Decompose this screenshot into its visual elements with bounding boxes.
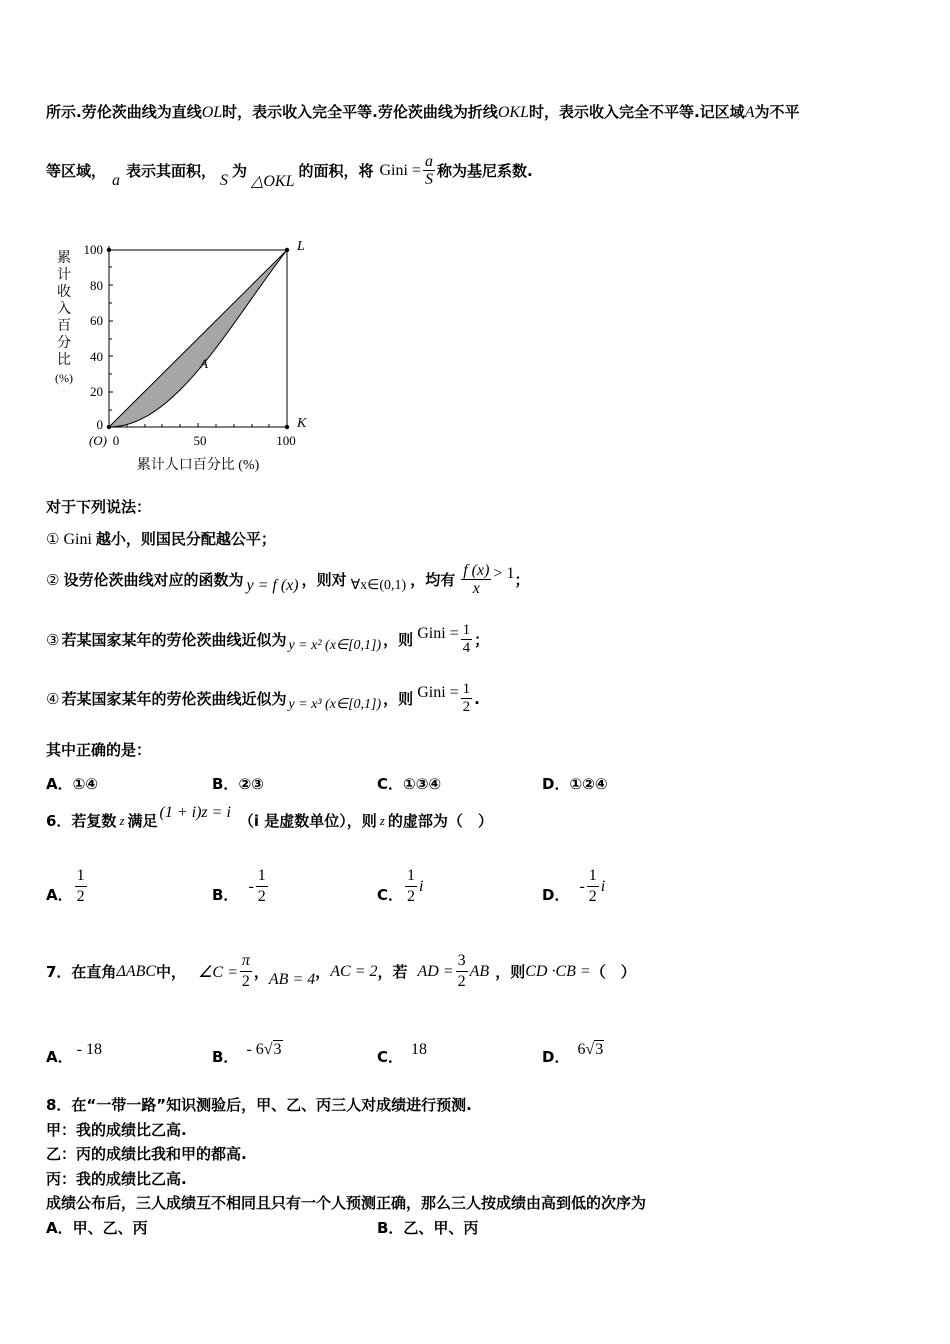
statement-1 [46, 528, 276, 549]
option-suffix: i [600, 877, 606, 895]
option-label: A． [46, 1048, 73, 1066]
math-dot-product: CD ·CB = [525, 962, 591, 980]
option-sign: - [248, 877, 254, 895]
option-label: B． [212, 775, 239, 793]
option-value: 6 [577, 1041, 586, 1058]
math-z: z [379, 812, 385, 828]
text: . [474, 689, 480, 708]
gini-label: Gini [63, 531, 92, 548]
ylabel-char: 计 [57, 268, 71, 283]
text: 表示其面积， [126, 162, 217, 180]
frac-num: 1 [405, 866, 417, 887]
frac-num: 1 [256, 866, 268, 887]
q6-option-d[interactable] [542, 866, 605, 907]
text: 7．在直角 [46, 963, 117, 981]
math-AB-vector: AB [469, 962, 490, 980]
q7-option-c[interactable] [377, 1038, 428, 1066]
option-label: A． [46, 775, 73, 793]
text: 的虚部为（ ） [387, 812, 493, 830]
q8-line-bing: 丙：我的成绩比乙高. [46, 1170, 187, 1188]
sqrt-symbol: √ [585, 1041, 595, 1058]
q8-stem: 8．在“一带一路”知识测验后，甲、乙、丙三人对成绩进行预测. [46, 1096, 472, 1114]
ytick-label: 0 [96, 417, 103, 432]
option-value: ①④ [72, 775, 99, 793]
frac-num: 1 [587, 866, 599, 887]
math-a: a [112, 171, 121, 189]
q5-option-d[interactable] [542, 773, 608, 794]
ylabel-char: 分 [57, 336, 71, 351]
intro-line-1 [46, 101, 799, 122]
math-S: S [220, 171, 229, 189]
option-value: 18 [411, 1041, 428, 1058]
gini-label: Gini = [417, 624, 459, 642]
q8-line-yi: 乙：丙的成绩比我和甲的都高. [46, 1145, 247, 1163]
x-axis-label: 累计人口百分比 (%) [136, 458, 260, 473]
text: 为 [232, 162, 248, 180]
option-label: C． [377, 886, 404, 904]
statement-2 [46, 562, 529, 597]
text: ，则 [495, 963, 526, 981]
text: 称为基尼系数. [436, 162, 533, 180]
fraction-3-2 [456, 951, 468, 992]
q7-option-d[interactable] [542, 1038, 604, 1066]
y-ticks [109, 267, 113, 410]
origin-label: (O) [88, 433, 108, 448]
option-label: D． [542, 775, 570, 793]
text: 6．若复数 [46, 812, 117, 830]
ytick-label: 60 [90, 313, 103, 328]
q5-option-a[interactable] [46, 773, 98, 794]
text: 时，表示收入完全不平等.记区域 [528, 103, 745, 121]
math-OL: OL [201, 104, 223, 121]
frac-num: π [240, 951, 252, 972]
lorenz-curve-figure [46, 230, 336, 480]
text: ，则对 [301, 571, 347, 589]
frac-den: 2 [457, 973, 466, 990]
text: ； [474, 631, 490, 649]
q8-option-a[interactable]: A．甲、乙、丙 [46, 1219, 148, 1237]
xtick-label: 0 [112, 433, 120, 448]
text: 为不平 [754, 103, 800, 121]
text: 若某国家某年的劳伦茨曲线近似为 [61, 690, 287, 708]
text: 满足 [127, 812, 158, 830]
frac-num: 1 [462, 681, 471, 697]
math-z: z [119, 812, 125, 828]
option-radicand: 3 [595, 1041, 604, 1058]
x-ticks [127, 423, 269, 427]
ytick-label: 20 [90, 384, 103, 399]
math-AB: AB = 4 [268, 970, 316, 988]
region-A [109, 250, 287, 427]
num-circle: ② [46, 570, 60, 589]
option-value: - 18 [76, 1041, 102, 1058]
text: ，若 [377, 963, 408, 981]
option-fraction [405, 866, 417, 907]
text: 设劳伦茨曲线对应的函数为 [63, 571, 244, 589]
math-triangle-OKL: △OKL [251, 172, 295, 190]
y-tick-labels [84, 242, 104, 432]
math-equation: (1 + i)z = i [159, 803, 231, 821]
text: （i 是虚数单位），则 [238, 812, 377, 830]
q7-stem [46, 951, 636, 992]
ytick-label: 100 [83, 242, 103, 257]
math-gt: > 1 [493, 564, 515, 582]
text: （ ） [590, 963, 636, 981]
q5-option-c[interactable] [377, 773, 441, 794]
frac-num: a [424, 153, 433, 170]
frac-num: f (x) [463, 562, 490, 579]
option-label: B． [212, 1048, 239, 1066]
statement-3 [46, 622, 489, 657]
text: 等区域， [46, 162, 107, 180]
ylabel-char: 百 [57, 319, 71, 334]
text: 的面积，将 [298, 162, 374, 180]
frac-den: 2 [407, 888, 416, 905]
num-circle: ① [46, 530, 60, 548]
xtick-label: 50 [193, 433, 207, 448]
frac-den: 2 [588, 888, 597, 905]
label-L: L [297, 239, 305, 254]
fraction-a-over-S [423, 153, 435, 188]
option-label: D． [542, 1048, 570, 1066]
ylabel-char: 收 [57, 285, 71, 300]
option-sign: - [579, 877, 585, 895]
option-label: C． [377, 1048, 404, 1066]
q5-correct-lead: 其中正确的是： [46, 741, 152, 759]
label-K: K [297, 416, 307, 431]
frac-num: 1 [75, 866, 87, 887]
option-label: C． [377, 775, 404, 793]
frac-den: 4 [462, 640, 471, 656]
option-fraction [75, 866, 87, 907]
frac-den: 2 [76, 888, 85, 905]
frac-num: 3 [456, 951, 468, 972]
math-OKL: OKL [497, 104, 529, 121]
gini-label: Gini = [417, 683, 459, 701]
xtick-label: 100 [276, 433, 296, 448]
q8-line-jia: 甲：我的成绩比乙高. [46, 1121, 187, 1139]
text: 中， [156, 963, 187, 981]
q5-lead: 对于下列说法： [46, 498, 152, 516]
q6-stem [46, 803, 493, 831]
text: ， [315, 963, 331, 981]
option-radicand: 3 [273, 1041, 282, 1058]
fraction-1-2 [461, 681, 473, 716]
text: 时，表示收入完全平等.劳伦茨曲线为折线 [222, 103, 498, 121]
text: ； [514, 571, 530, 589]
math-domain: ∀x∈(0,1) [350, 578, 407, 593]
y-axis-label [55, 250, 73, 385]
text: ，则 [383, 631, 414, 649]
fraction-1-4 [461, 622, 473, 657]
option-value: ①②④ [569, 775, 608, 793]
math-function: y = x³ (x∈[0,1]) [288, 697, 382, 712]
math-angle: ∠C = [198, 963, 238, 981]
text: ， [253, 963, 269, 981]
q5-option-b[interactable] [212, 773, 264, 794]
ylabel-char: 入 [57, 302, 71, 317]
x-tick-labels [113, 433, 296, 448]
sqrt-symbol: √ [263, 1041, 273, 1058]
ylabel-unit: (%) [55, 371, 73, 385]
option-suffix: i [419, 877, 424, 895]
text: ，均有 [410, 571, 456, 589]
q6-option-b[interactable] [212, 866, 270, 907]
option-fraction [256, 866, 268, 907]
fraction-fx-over-x [461, 562, 491, 597]
ytick-label: 40 [90, 349, 103, 364]
math-function: y = x² (x∈[0,1]) [288, 638, 382, 653]
q6-option-c[interactable] [377, 866, 423, 907]
ytick-label: 80 [90, 278, 103, 293]
math-triangle: ΔABC [116, 962, 157, 980]
option-value: - 6 [246, 1041, 264, 1058]
math-AC: AC = 2 [330, 962, 378, 980]
text: 越小，则国民分配越公平； [95, 530, 276, 548]
frac-den: x [472, 580, 480, 597]
option-value: ②③ [238, 775, 264, 793]
statement-4 [46, 681, 480, 716]
math-A: A [744, 104, 755, 121]
num-circle: ③ [46, 630, 60, 649]
option-label: D． [542, 886, 570, 904]
gini-label: Gini = [379, 161, 421, 179]
q8-line-result: 成绩公布后，三人成绩互不相同且只有一个人预测正确，那么三人按成绩由高到低的次序为 [46, 1194, 647, 1212]
q7-option-b[interactable] [212, 1038, 283, 1066]
point-K [285, 425, 289, 429]
ylabel-char: 累 [57, 251, 71, 266]
frac-den: S [424, 171, 433, 188]
q8-option-b[interactable]: B．乙、甲、丙 [377, 1219, 479, 1237]
text: 所示.劳伦茨曲线为直线 [46, 103, 202, 121]
frac-num: 1 [462, 622, 471, 638]
option-label: B． [212, 886, 239, 904]
math-function: y = f (x) [246, 576, 299, 594]
point-y100 [107, 248, 111, 252]
point-O [107, 425, 111, 429]
num-circle: ④ [46, 689, 60, 708]
ylabel-char: 比 [57, 353, 71, 368]
text: ，则 [383, 690, 414, 708]
q6-option-a[interactable] [46, 866, 89, 907]
option-label: A． [46, 886, 73, 904]
point-L [285, 248, 289, 252]
option-fraction [587, 866, 599, 907]
q7-option-a[interactable] [46, 1038, 102, 1066]
text: 若某国家某年的劳伦茨曲线近似为 [61, 631, 287, 649]
label-A: A [200, 356, 208, 371]
frac-den: 2 [241, 973, 250, 990]
frac-den: 2 [257, 888, 266, 905]
intro-line-2 [46, 153, 533, 188]
fraction-pi-2 [240, 951, 252, 992]
option-value: ①③④ [403, 775, 442, 793]
math-AD: AD = [417, 962, 454, 980]
frac-den: 2 [462, 699, 471, 715]
